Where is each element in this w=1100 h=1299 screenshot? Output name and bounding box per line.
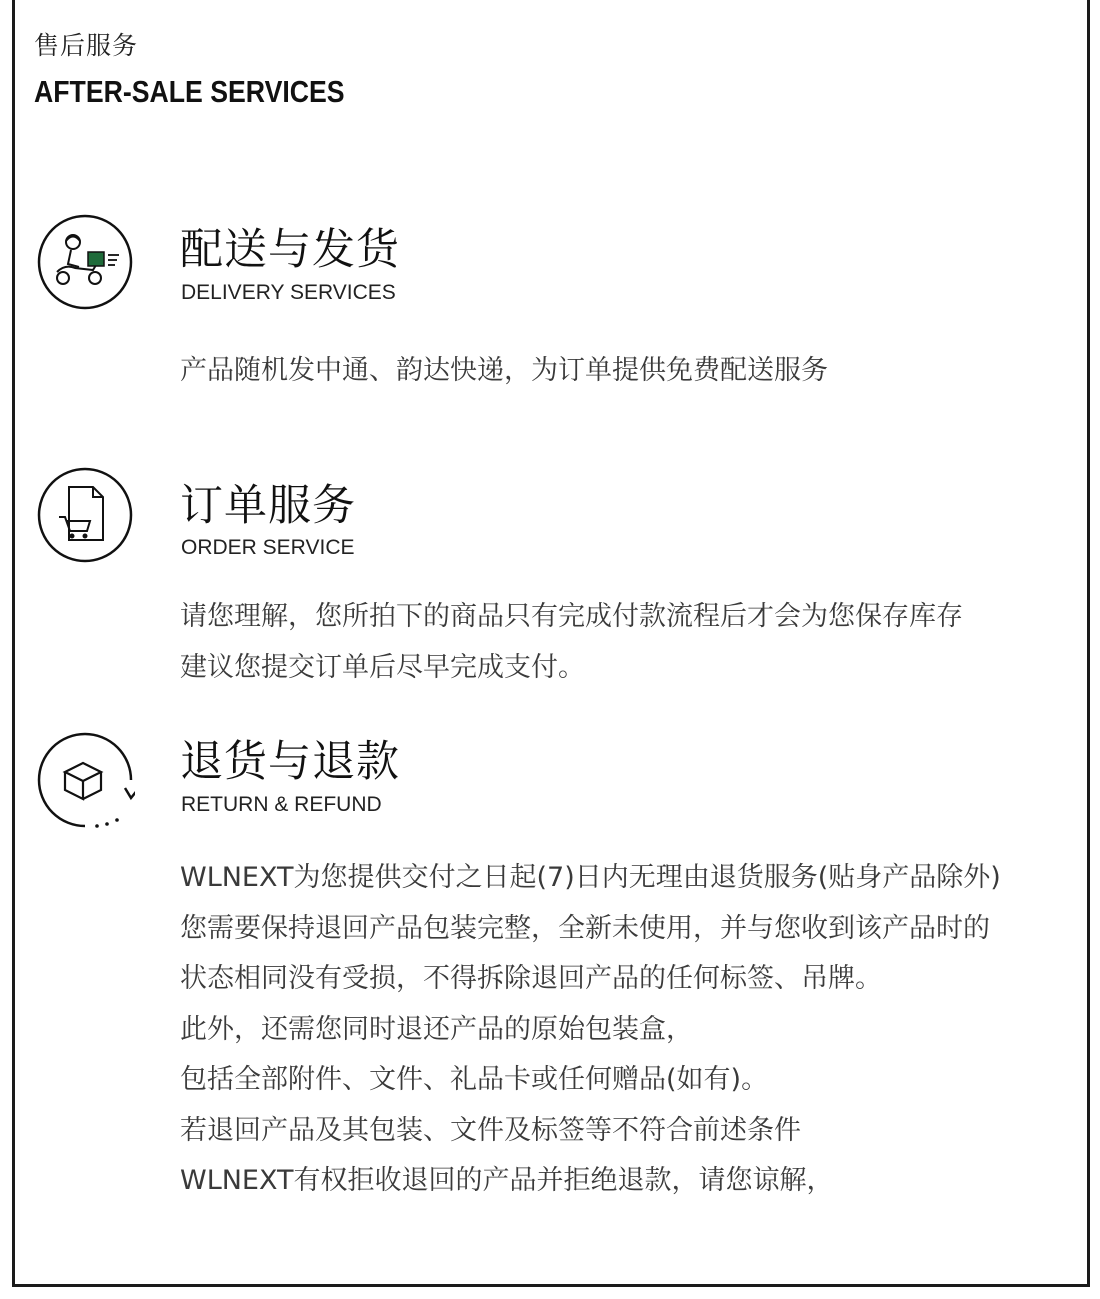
body-line: 状态相同没有受损，不得拆除退回产品的任何标签、吊牌。 (180, 963, 882, 994)
section-subtitle: ORDER SERVICE (181, 536, 355, 559)
body-line: 若退回产品及其包装、文件及标签等不符合前述条件 (180, 1114, 801, 1146)
section-body (180, 853, 1060, 1207)
delivery-scooter-icon (35, 212, 135, 312)
section-title: 退货与退款 (180, 737, 400, 787)
section-subtitle: DELIVERY SERVICES (181, 281, 396, 304)
body-line: 产品随机发中通、韵达快递，为订单提供免费配送服务 (180, 355, 828, 386)
document-cart-icon (35, 465, 135, 565)
section-title: 订单服务 (180, 481, 356, 531)
section-title: 配送与发货 (180, 225, 400, 275)
body-line: 您需要保持退回产品包装完整，全新未使用，并与您收到该产品时的 (180, 912, 990, 944)
body-line: 建议您提交订单后尽早完成支付。 (180, 651, 585, 683)
header-title-en: AFTER-SALE SERVICES (34, 74, 345, 109)
section-body (180, 592, 1060, 693)
section-body (180, 346, 1060, 397)
header-title-cn: 售后服务 (34, 31, 139, 60)
body-line: 此外，还需您同时退还产品的原始包装盒， (180, 1013, 693, 1045)
box-return-icon (35, 730, 135, 830)
body-line: WLNEXT为您提供交付之日起(7)日内无理由退货服务(贴身产品除外) (180, 862, 1001, 893)
body-line: WLNEXT有权拒收退回的产品并拒绝退款，请您谅解， (180, 1165, 834, 1196)
section-subtitle: RETURN & REFUND (181, 793, 382, 816)
body-line: 请您理解，您所拍下的商品只有完成付款流程后才会为您保存库存 (180, 601, 963, 632)
body-line: 包括全部附件、文件、礼品卡或任何赠品(如有)。 (180, 1064, 769, 1095)
